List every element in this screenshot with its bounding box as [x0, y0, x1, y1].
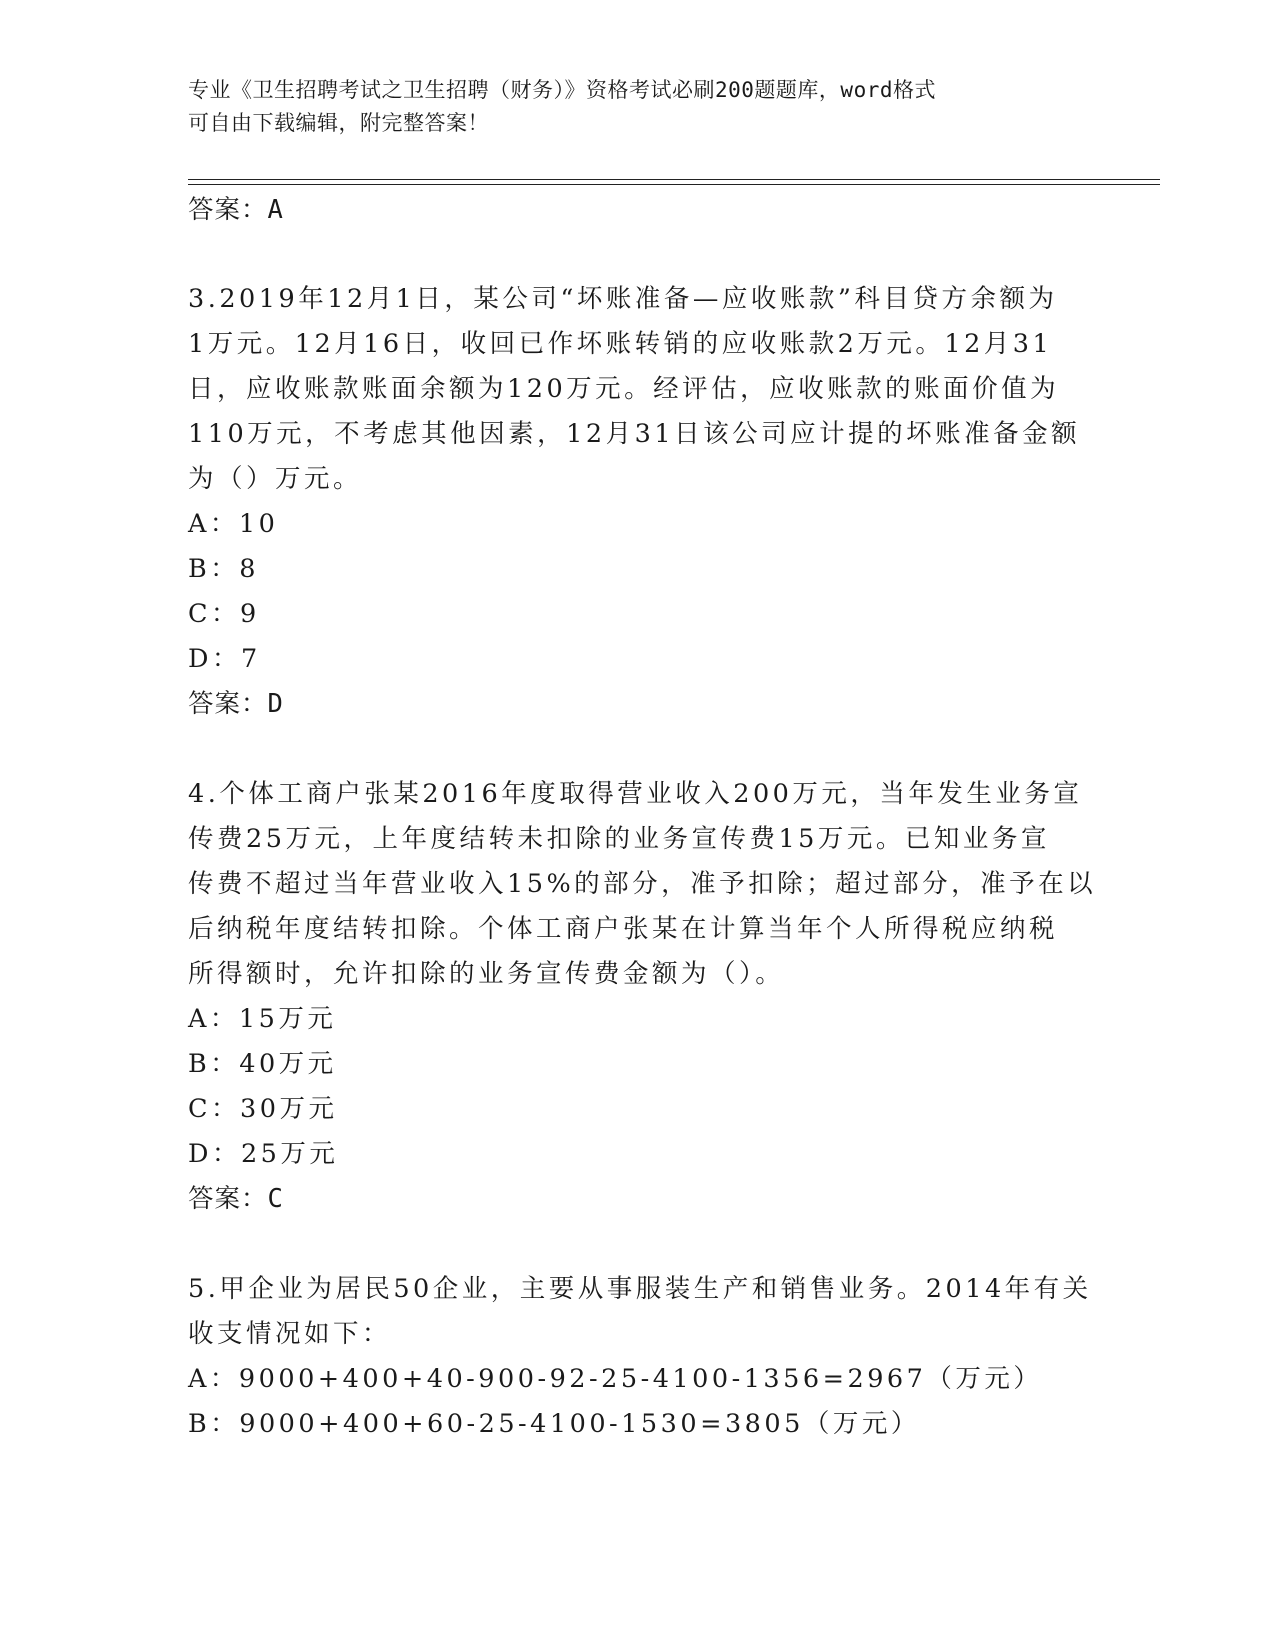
document-header [188, 74, 1088, 140]
q3-text-line: 为（）万元。 [188, 464, 363, 494]
q4-text-line: 4.个体工商户张某2016年度取得营业收入200万元，当年发生业务宣 [188, 779, 1083, 809]
header-rule-bottom [188, 184, 1160, 185]
q3-text-line: 1万元。12月16日，收回已作坏账转销的应收账款2万元。12月31 [188, 329, 1053, 359]
previous-answer: 答案：A [188, 195, 284, 225]
header-rule-top [188, 179, 1160, 180]
q4-text-line: 传费不超过当年营业收入15%的部分，准予扣除；超过部分，准予在以 [188, 869, 1097, 899]
q3-answer: 答案：D [188, 689, 284, 719]
q4-option-c: C：30万元 [188, 1094, 338, 1124]
q5-option-a: A：9000+400+40-900-92-25-4100-1356=2967（万元） [188, 1364, 1043, 1394]
q5-text-line: 收支情况如下： [188, 1319, 392, 1349]
q3-option-a: A：10 [188, 509, 279, 539]
q4-text-line: 后纳税年度结转扣除。个体工商户张某在计算当年个人所得税应纳税 [188, 914, 1059, 944]
q4-option-d: D：25万元 [188, 1139, 339, 1169]
q4-answer: 答案：C [188, 1184, 284, 1214]
q3-option-b: B：8 [188, 554, 259, 584]
q4-text-line: 所得额时，允许扣除的业务宣传费金额为（）。 [188, 959, 785, 989]
q3-text-line: 日，应收账款账面余额为120万元。经评估，应收账款的账面价值为 [188, 374, 1060, 404]
header-line-1: 专业《卫生招聘考试之卫生招聘（财务）》资格考试必刷200题题库，word格式 [188, 78, 936, 102]
q4-option-b: B：40万元 [188, 1049, 337, 1079]
q4-option-a: A：15万元 [188, 1004, 337, 1034]
q4-text-line: 传费25万元，上年度结转未扣除的业务宣传费15万元。已知业务宣 [188, 824, 1050, 854]
q3-text-line: 110万元，不考虑其他因素，12月31日该公司应计提的坏账准备金额 [188, 419, 1081, 449]
q3-text-line: 3.2019年12月1日，某公司“坏账准备—应收账款”科目贷方余额为 [188, 284, 1058, 314]
header-line-2: 可自由下载编辑，附完整答案！ [188, 111, 489, 135]
q5-text-line: 5.甲企业为居民50企业，主要从事服装生产和销售业务。2014年有关 [188, 1274, 1092, 1304]
q3-option-c: C：9 [188, 599, 260, 629]
q3-option-d: D：7 [188, 644, 261, 674]
q5-option-b: B：9000+400+60-25-4100-1530=3805（万元） [188, 1409, 920, 1439]
